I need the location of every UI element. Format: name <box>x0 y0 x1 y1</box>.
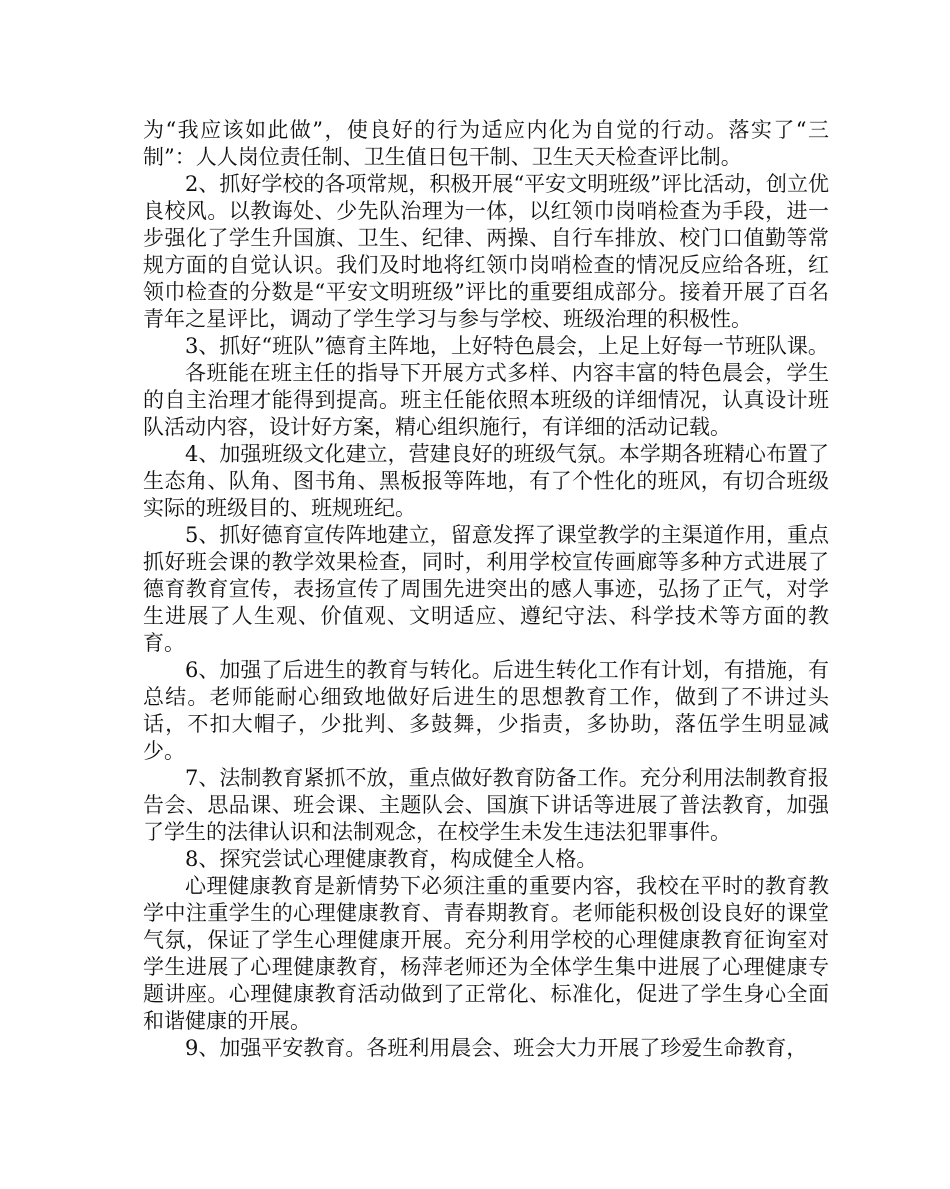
paragraph-item-9: 9、加强平安教育。各班利用晨会、班会大力开展了珍爱生命教育， <box>185 1036 808 1060</box>
paragraph-item-8: 8、探究尝试心理健康教育，构成健全人格。 <box>185 847 598 871</box>
paragraph-continuation: 为“我应该如此做”，使良好的行为适应内化为自觉的行动。落实了“三制”：人人岗位责任制、卫生值日包干制、卫生天天检查评比制。 <box>143 118 829 169</box>
paragraph-item-7: 7、法制教育紧抓不放，重点做好教育防备工作。充分利用法制教育报告会、思品课、班会课、主题队会、国旗下讲话等进展了普法教育，加强了学生的法律认识和法制观念，在校学生未发生违法犯罪事件。 <box>143 766 829 844</box>
document-page <box>143 117 829 1062</box>
paragraph-item-4: 4、加强班级文化建立，营建良好的班级气氛。本学期各班精心布置了生态角、队角、图书角、黑板报等阵地，有了个性化的班风，有切合班级实际的班级目的、班规班纪。 <box>143 442 829 520</box>
paragraph-item-3-detail: 各班能在班主任的指导下开展方式多样、内容丰富的特色晨会，学生的自主治理才能得到提高。班主任能依照本班级的详细情况，认真设计班队活动内容，设计好方案，精心组织施行，有详细的活动记载。 <box>143 361 829 439</box>
paragraph-item-6: 6、加强了后进生的教育与转化。后进生转化工作有计划，有措施，有总结。老师能耐心细致地做好后进生的思想教育工作，做到了不讲过头话，不扣大帽子，少批判、多鼓舞，少指责，多协助，落伍学生明显减少。 <box>143 658 829 763</box>
paragraph-item-5: 5、抓好德育宣传阵地建立，留意发挥了课堂教学的主渠道作用，重点抓好班会课的教学效果检查，同时，利用学校宣传画廊等多种方式进展了德育教育宣传，表扬宣传了周围先进突出的感人事迹，弘扬了正气，对学生进展了人生观、价值观、文明适应、遵纪守法、科学技术等方面的教育。 <box>143 523 829 655</box>
paragraph-item-2: 2、抓好学校的各项常规，积极开展“平安文明班级”评比活动，创立优良校风。以教诲处、少先队治理为一体，以红领巾岗哨检查为手段，进一步强化了学生升国旗、卫生、纪律、两操、自行车排放、校门口值勤等常规方面的自觉认识。我们及时地将红领巾岗哨检查的情况反应给各班，红领巾检查的分数是“平安文明班级”评比的重要组成部分。接着开展了百名青年之星评比，调动了学生学习与参与学校、班级治理的积极性。 <box>143 172 829 331</box>
paragraph-item-8-detail: 心理健康教育是新情势下必须注重的重要内容，我校在平时的教育教学中注重学生的心理健康教育、青春期教育。老师能积极创设良好的课堂气氛，保证了学生心理健康开展。充分利用学校的心理健康教育征询室对学生进展了心理健康教育，杨萍老师还为全体学生集中进展了心理健康专题讲座。心理健康教育活动做到了正常化、标准化，促进了学生身心全面和谐健康的开展。 <box>143 874 829 1033</box>
paragraph-item-3: 3、抓好“班队”德育主阵地，上好特色晨会，上足上好每一节班队课。 <box>185 334 829 358</box>
